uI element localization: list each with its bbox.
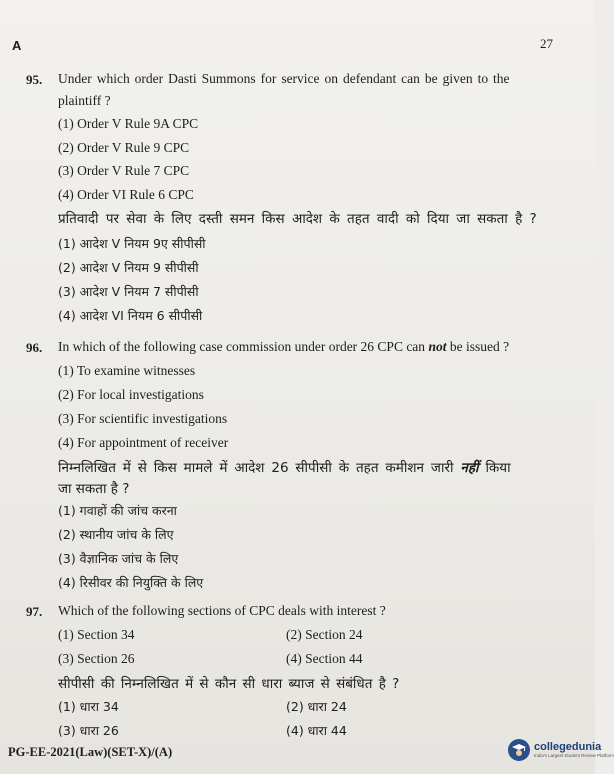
question-96-emphasis: not: [428, 339, 447, 354]
question-97-hindi-option-4: (4) धारा 44: [286, 723, 347, 738]
watermark-tagline: India's Largest Student Review Platform: [534, 752, 614, 758]
question-95-hindi-option-4: (4) आदेश VI नियम 6 सीपीसी: [58, 308, 203, 323]
question-96-hindi-option-1: (1) गवाहों की जांच करना: [58, 503, 177, 518]
question-97-option-4: (4) Section 44: [286, 651, 363, 666]
question-96-option-3: (3) For scientific investigations: [58, 411, 228, 426]
watermark-brand: collegedunia: [534, 740, 602, 753]
question-97-number: 97.: [26, 604, 43, 619]
question-96-text: In which of the following case commission under order 26 CPC can not be issued ?: [58, 339, 510, 354]
question-96-hindi-option-3: (3) वैज्ञानिक जांच के लिए: [58, 551, 179, 566]
question-97-option-2: (2) Section 24: [286, 627, 363, 642]
question-97-hindi-option-2: (2) धारा 24: [286, 699, 347, 714]
question-97-text: Which of the following sections of CPC deals with interest ?: [58, 603, 386, 618]
page-number: 27: [540, 36, 553, 51]
question-97-hindi-option-1: (1) धारा 34: [58, 699, 119, 714]
question-95-option-3: (3) Order V Rule 7 CPC: [58, 163, 190, 178]
collegedunia-watermark: [508, 739, 614, 761]
question-95-text-line2: plaintiff ?: [58, 93, 111, 108]
question-95-option-2: (2) Order V Rule 9 CPC: [58, 140, 190, 155]
question-96-hindi-text-line2: जा सकता है ?: [58, 481, 130, 497]
paper-code: PG-EE-2021(Law)(SET-X)/(A): [8, 745, 173, 759]
question-95-hindi-option-3: (3) आदेश V नियम 7 सीपीसी: [58, 284, 199, 299]
graduate-mascot-icon: [508, 739, 530, 761]
question-96-hindi-text: निम्नलिखित में से किस मामले में आदेश 26 सीपीसी के तहत कमीशन जारी नहीं किया: [58, 460, 511, 476]
question-95-option-4: (4) Order VI Rule 6 CPC: [58, 187, 194, 202]
question-95-hindi-text: प्रतिवादी पर सेवा के लिए दस्ती समन किस आदेश के तहत वादी को दिया जा सकता है ?: [58, 211, 537, 227]
question-96-hindi-option-4: (4) रिसीवर की नियुक्ति के लिए: [58, 575, 204, 590]
question-96-hindi-emphasis: नहीं: [460, 460, 479, 476]
question-95-hindi-option-1: (1) आदेश V नियम 9ए सीपीसी: [58, 236, 206, 251]
question-97-hindi-option-3: (3) धारा 26: [58, 723, 119, 738]
question-97-option-3: (3) Section 26: [58, 651, 135, 666]
question-95-hindi-option-2: (2) आदेश V नियम 9 सीपीसी: [58, 260, 199, 275]
section-letter: A: [12, 38, 22, 53]
question-96-hindi-option-2: (2) स्थानीय जांच के लिए: [58, 527, 174, 542]
question-96-option-1: (1) To examine witnesses: [58, 363, 196, 378]
question-97-option-1: (1) Section 34: [58, 627, 135, 642]
question-96-option-2: (2) For local investigations: [58, 387, 204, 402]
question-95-text-line1: Under which order Dasti Summons for service on defendant can be given to the: [58, 71, 510, 86]
question-95-option-1: (1) Order V Rule 9A CPC: [58, 116, 199, 131]
question-96-option-4: (4) For appointment of receiver: [58, 435, 229, 450]
question-95-number: 95.: [26, 72, 43, 87]
question-96-number: 96.: [26, 340, 43, 355]
question-97-hindi-text: सीपीसी की निम्नलिखित में से कौन सी धारा ब्याज से संबंधित है ?: [58, 676, 400, 692]
